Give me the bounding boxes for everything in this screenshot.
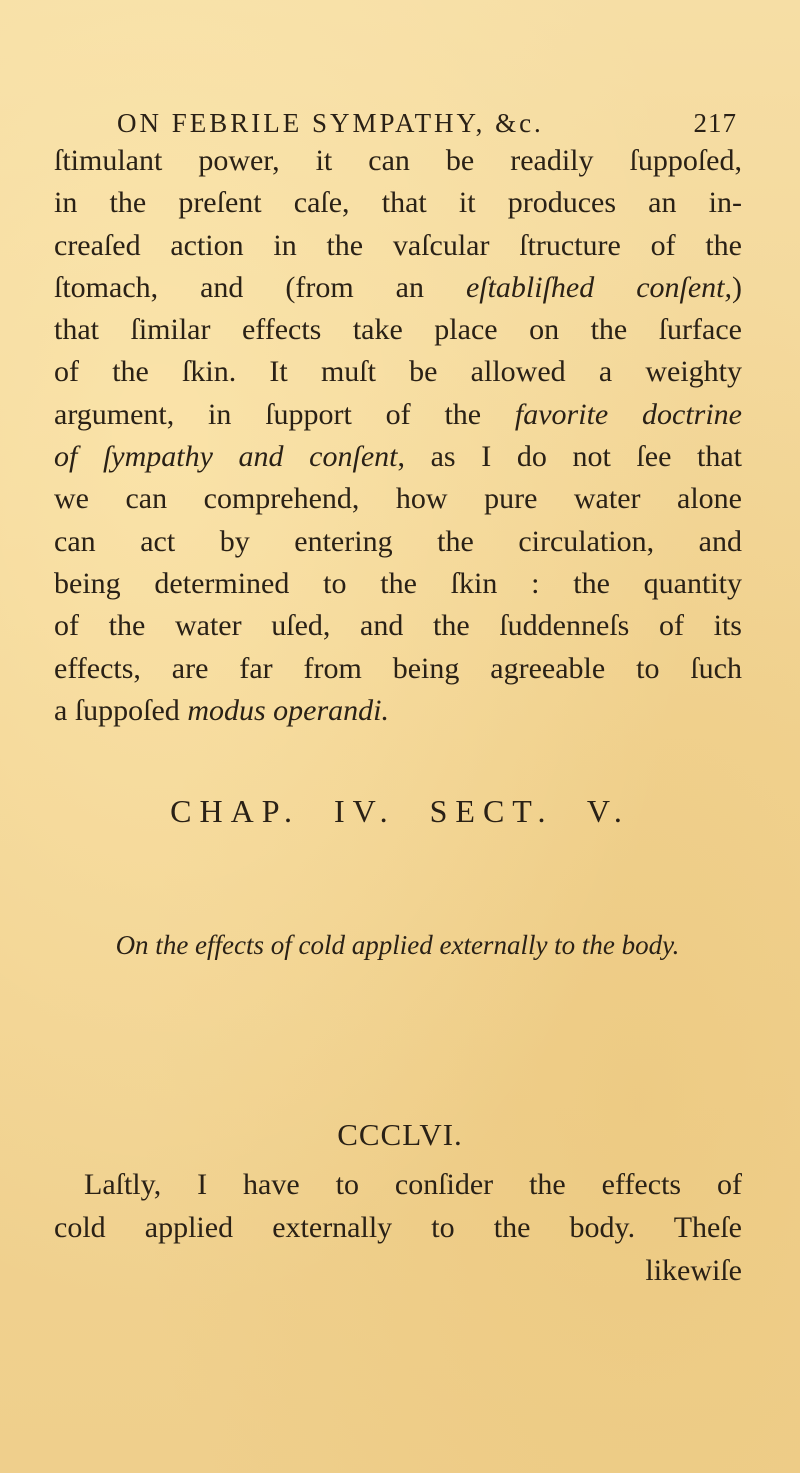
paragraph-continued xyxy=(54,140,742,732)
text-line xyxy=(54,140,742,182)
italic-text: of ſympathy and conſent xyxy=(54,440,398,474)
text-line xyxy=(54,309,742,351)
text-run: of the ſkin. It muſt be allowed a weighty xyxy=(54,355,742,389)
text-run: a ſuppoſed xyxy=(54,693,188,727)
chapter-section-heading: CHAP. IV. SECT. V. xyxy=(170,793,630,829)
italic-text: favorite doctrine xyxy=(514,397,742,431)
text-line xyxy=(54,521,742,563)
section-subtitle: On the effects of cold applied externally to the body. xyxy=(115,930,680,960)
text-run: can act by entering the circulation, and xyxy=(54,524,742,558)
text-run: argument, in ſupport of the xyxy=(54,397,515,431)
text-line: Laſtly, I have to conſider the effects of xyxy=(84,1168,742,1201)
text-line xyxy=(54,267,742,309)
italic-text: eſtabliſhed conſent, xyxy=(465,270,733,304)
text-run: , as I do not ſee that xyxy=(397,440,742,474)
text-run: of the water uſed, and the ſuddenneſs of its xyxy=(54,609,742,643)
text-run: ſtomach, and (from an xyxy=(54,270,466,304)
text-run: ſtimulant power, it can be readily ſuppoſed, xyxy=(54,144,742,177)
section-number: CCCLVI. xyxy=(337,1117,463,1152)
paragraph-section-356 xyxy=(54,1163,742,1292)
text-run: being determined to the ſkin : the quantity xyxy=(54,566,742,600)
text-run: effects, are far from being agreeable to ſuch xyxy=(54,651,742,685)
text-run: we can comprehend, how pure water alone xyxy=(54,482,742,516)
text-line xyxy=(54,563,742,605)
text-line xyxy=(54,225,742,267)
italic-text: modus operandi. xyxy=(187,693,389,727)
text-line xyxy=(54,648,742,690)
text-line xyxy=(54,394,742,436)
running-header xyxy=(117,108,737,139)
text-line xyxy=(54,690,742,732)
text-line xyxy=(54,351,742,393)
text-line xyxy=(54,605,742,647)
text-line: cold applied externally to the body. Theſe xyxy=(54,1211,742,1244)
running-title: ON FEBRILE SYMPATHY, &c. xyxy=(117,108,544,138)
page-number: 217 xyxy=(693,108,737,138)
text-run: in the preſent caſe, that it produces an in- xyxy=(54,186,742,220)
text-line xyxy=(54,478,742,520)
text-line xyxy=(54,436,742,478)
text-line: likewiſe xyxy=(645,1254,742,1287)
text-run: that ſimilar effects take place on the ſurface xyxy=(54,313,742,347)
text-line xyxy=(54,182,742,224)
text-run: creaſed action in the vaſcular ſtructure of the xyxy=(54,228,742,262)
text-run: ) xyxy=(732,270,743,304)
